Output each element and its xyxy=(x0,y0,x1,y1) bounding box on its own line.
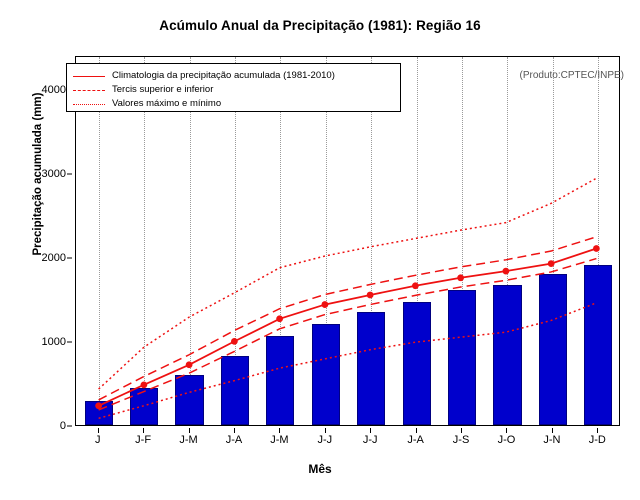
x-tick-label: J-M xyxy=(270,434,289,446)
x-tick-mark xyxy=(552,428,553,433)
y-tick-mark xyxy=(67,173,72,174)
producer-note: (Produto:CPTEC/INPE) xyxy=(519,70,624,81)
y-tick-label: 2000 xyxy=(41,251,66,264)
legend-line-swatch xyxy=(73,85,105,95)
series-line xyxy=(99,303,597,418)
y-axis-title: Precipitação acumulada (mm) xyxy=(32,92,44,256)
legend-label: Climatologia da precipitação acumulada (1981-2010) xyxy=(112,70,335,81)
series-marker xyxy=(95,402,102,409)
series-overlay xyxy=(76,57,619,425)
x-tick-label: J-M xyxy=(179,434,198,446)
y-tick-mark xyxy=(67,341,72,342)
series-marker xyxy=(140,381,147,388)
legend-line-swatch xyxy=(73,99,105,109)
x-tick-mark xyxy=(189,428,190,433)
legend-item xyxy=(73,69,394,82)
x-tick-label: J-A xyxy=(407,434,424,446)
series-marker xyxy=(457,274,464,281)
series-marker xyxy=(412,282,419,289)
x-tick-mark xyxy=(597,428,598,433)
y-tick-label: 1000 xyxy=(41,335,66,348)
x-tick-label: J-F xyxy=(135,434,152,446)
x-axis-tick-labels xyxy=(75,428,620,450)
legend-line-swatch xyxy=(73,71,105,81)
series-marker xyxy=(367,292,374,299)
series-marker xyxy=(276,315,283,322)
series-line xyxy=(99,249,597,406)
series-marker xyxy=(502,268,509,275)
x-tick-label: J xyxy=(94,434,101,446)
y-tick-mark xyxy=(67,257,72,258)
series-marker xyxy=(593,245,600,252)
x-tick-label: J-D xyxy=(588,434,606,446)
x-axis-title: Mês xyxy=(308,462,332,476)
x-tick-mark xyxy=(461,428,462,433)
series-line xyxy=(99,178,597,389)
x-tick-mark xyxy=(506,428,507,433)
legend-label: Tercis superior e inferior xyxy=(112,84,214,95)
x-tick-mark xyxy=(234,428,235,433)
series-marker xyxy=(186,361,193,368)
x-tick-label: J-J xyxy=(362,434,378,446)
series-line xyxy=(99,237,597,400)
legend-item xyxy=(73,97,394,110)
series-marker xyxy=(321,301,328,308)
chart-legend xyxy=(66,63,401,112)
y-tick-label: 3000 xyxy=(41,167,66,180)
x-tick-mark xyxy=(370,428,371,433)
x-tick-label: J-J xyxy=(317,434,333,446)
x-tick-label: J-A xyxy=(225,434,243,446)
legend-item xyxy=(73,83,394,96)
x-tick-label: J-O xyxy=(497,434,516,446)
legend-label: Valores máximo e mínimo xyxy=(112,98,222,109)
series-marker xyxy=(231,338,238,345)
series-line xyxy=(99,259,597,410)
x-tick-mark xyxy=(325,428,326,433)
chart-title: Acúmulo Anual da Precipitação (1981): Região 16 xyxy=(159,18,481,33)
x-tick-label: J-N xyxy=(543,434,561,446)
x-tick-mark xyxy=(98,428,99,433)
x-tick-label: J-S xyxy=(452,434,470,446)
series-marker xyxy=(548,260,555,267)
x-tick-mark xyxy=(279,428,280,433)
y-tick-label: 0 xyxy=(59,420,66,432)
x-tick-mark xyxy=(416,428,417,433)
x-tick-mark xyxy=(143,428,144,433)
y-tick-label: 4000 xyxy=(41,83,66,96)
y-tick-mark xyxy=(67,426,72,427)
